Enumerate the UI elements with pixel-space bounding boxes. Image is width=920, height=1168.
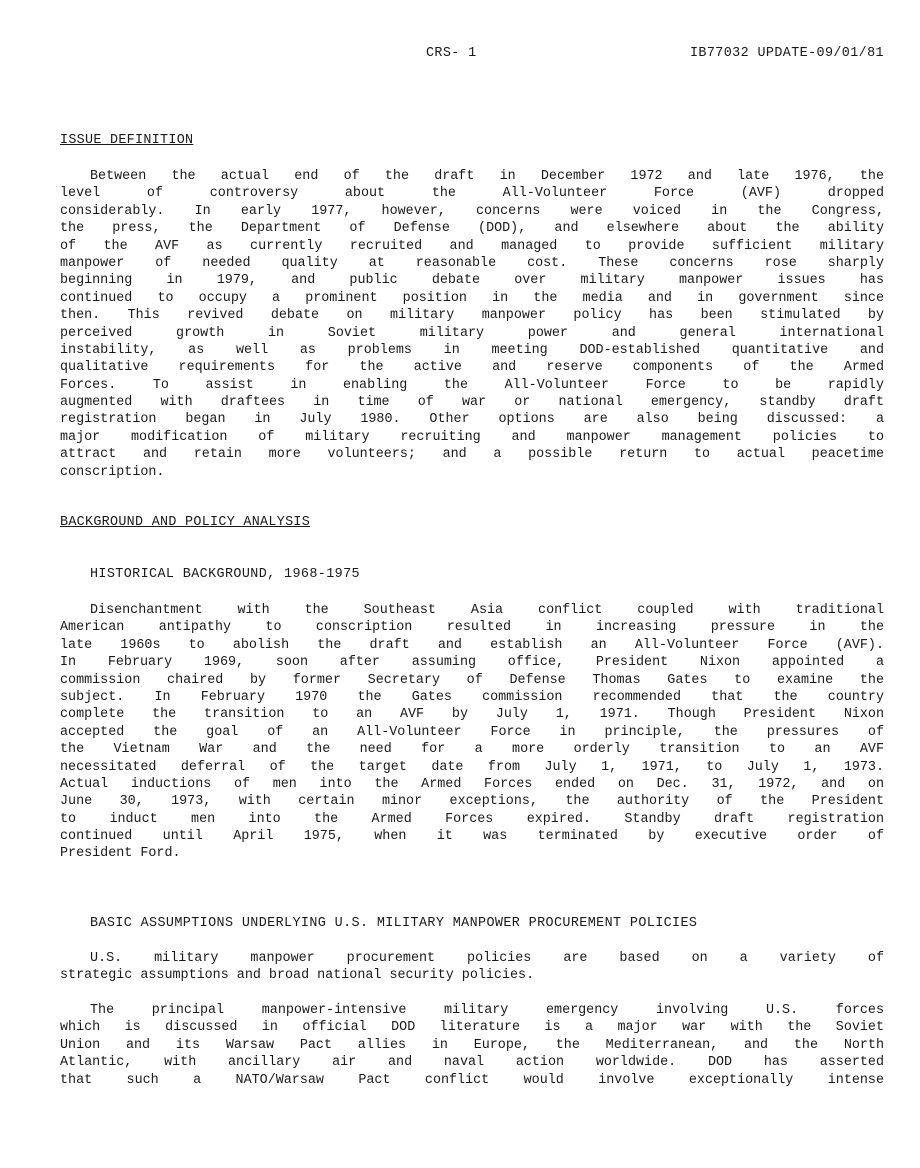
text-line: registration began in July 1980. Other options are also being discussed: a <box>60 412 884 428</box>
issue-definition-heading: ISSUE DEFINITION <box>60 133 194 148</box>
text-line: which is discussed in official DOD literature is a major war with the Soviet <box>60 1020 884 1036</box>
text-line: perceived growth in Soviet military power and general international <box>60 325 884 341</box>
text-line: manpower of needed quality at reasonable cost. These concerns rose sharply <box>60 255 884 271</box>
text-line: necessitated deferral of the target date from July 1, 1971, to July 1, 1973. <box>60 759 884 775</box>
text-line: President Ford. <box>60 846 181 862</box>
text-line: that such a NATO/Warsaw Pact conflict would involve exceptionally intense <box>60 1072 884 1088</box>
text-line: augmented with draftees in time of war or national emergency, standby draft <box>60 395 884 411</box>
text-line: continued until April 1975, when it was terminated by executive order of <box>60 829 884 845</box>
issue-definition-paragraph <box>60 168 884 481</box>
document-id-label: IB77032 UPDATE-09/01/81 <box>689 46 884 61</box>
text-line: The principal manpower-intensive military emergency involving U.S. forces <box>90 1003 884 1018</box>
assumptions-paragraph-1 <box>60 950 884 985</box>
text-line: Atlantic, with ancillary air and naval action worldwide. DOD has asserted <box>60 1055 884 1071</box>
background-heading: BACKGROUND AND POLICY ANALYSIS <box>60 515 311 530</box>
text-line: major modification of military recruiting and manpower management policies to <box>60 429 884 445</box>
basic-assumptions-subheading: BASIC ASSUMPTIONS UNDERLYING U.S. MILITARY MANPOWER PROCUREMENT POLICIES <box>90 916 698 931</box>
text-line: strategic assumptions and broad national security policies. <box>60 968 535 984</box>
text-line: Union and its Warsaw Pact allies in Europe, the Mediterranean, and the North <box>60 1037 884 1053</box>
text-line: commission chaired by former Secretary of Defense Thomas Gates to examine the <box>60 672 884 688</box>
text-line: American antipathy to conscription resulted in increasing pressure in the <box>60 620 884 636</box>
text-line: beginning in 1979, and public debate over military manpower issues has <box>60 273 884 289</box>
text-line: the press, the Department of Defense (DOD), and elsewhere about the ability <box>60 221 884 237</box>
text-line: attract and retain more volunteers; and a possible return to actual peacetime <box>60 447 884 463</box>
text-line: late 1960s to abolish the draft and establish an All-Volunteer Force (AVF). <box>60 637 884 653</box>
text-line: conscription. <box>60 464 165 480</box>
historical-background-subheading: HISTORICAL BACKGROUND, 1968-1975 <box>90 567 360 582</box>
text-line: the Vietnam War and the need for a more orderly transition to an AVF <box>60 742 884 758</box>
historical-background-paragraph <box>60 602 884 863</box>
text-line: considerably. In early 1977, however, concerns were voiced in the Congress, <box>60 203 884 219</box>
assumptions-paragraph-2 <box>60 1002 884 1089</box>
text-line: Between the actual end of the draft in December 1972 and late 1976, the <box>90 169 884 184</box>
page-header <box>60 46 884 64</box>
text-line: level of controversy about the All-Volunteer Force (AVF) dropped <box>60 186 884 202</box>
text-line: accepted the goal of an All-Volunteer Force in principle, the pressures of <box>60 724 884 740</box>
text-line: Disenchantment with the Southeast Asia conflict coupled with traditional <box>90 603 884 618</box>
text-line: subject. In February 1970 the Gates commission recommended that the country <box>60 689 884 705</box>
text-line: complete the transition to an AVF by July 1, 1971. Though President Nixon <box>60 707 884 723</box>
text-line: of the AVF as currently recruited and managed to provide sufficient military <box>60 238 884 254</box>
text-line: U.S. military manpower procurement policies are based on a variety of <box>90 951 884 966</box>
text-line: June 30, 1973, with certain minor exceptions, the authority of the President <box>60 794 884 810</box>
text-line: In February 1969, soon after assuming office, President Nixon appointed a <box>60 655 884 671</box>
text-line: then. This revived debate on military manpower policy has been stimulated by <box>60 308 884 324</box>
page-number-label: CRS- 1 <box>426 46 477 61</box>
text-line: instability, as well as problems in meeting DOD-established quantitative and <box>60 342 884 358</box>
text-line: Forces. To assist in enabling the All-Volunteer Force to be rapidly <box>60 377 884 393</box>
text-line: to induct men into the Armed Forces expired. Standby draft registration <box>60 811 884 827</box>
text-line: continued to occupy a prominent position in the media and in government since <box>60 290 884 306</box>
text-line: qualitative requirements for the active and reserve components of the Armed <box>60 360 884 376</box>
text-line: Actual inductions of men into the Armed Forces ended on Dec. 31, 1972, and on <box>60 776 884 792</box>
